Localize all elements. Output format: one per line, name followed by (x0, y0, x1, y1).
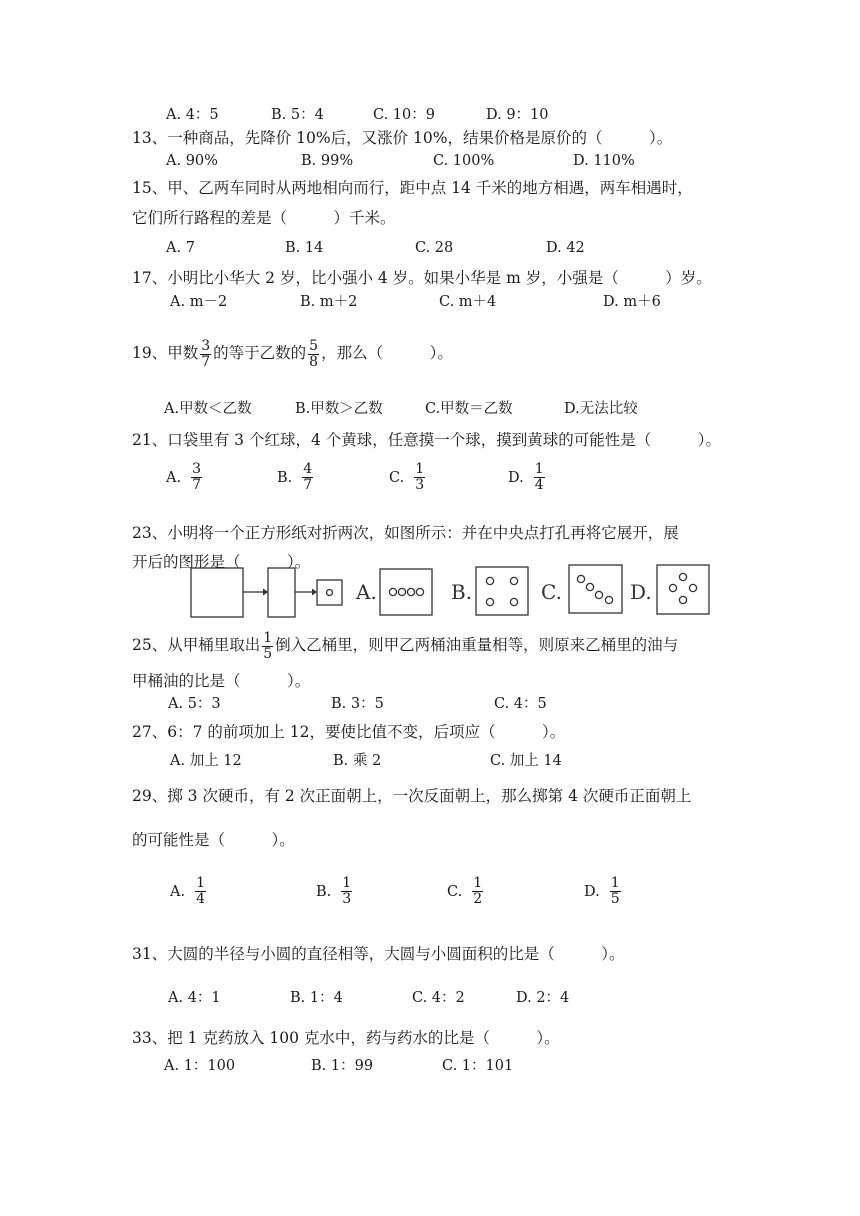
q33-option-c: C. 1：101 (442, 1058, 514, 1074)
q21-text: 21、口袋里有 3 个红球，4 个黄球，任意摸一个球，摸到黄球的可能性是（ ）。 (132, 431, 721, 449)
q21-c-num: 1 (415, 461, 425, 477)
q13-option-a: A. 90% (166, 153, 218, 169)
q29-option-a-label: A. (170, 883, 186, 900)
q15-option-d: D. 42 (546, 240, 585, 256)
q11-option-c: C. 10：9 (373, 107, 435, 123)
arrow-2-head (312, 589, 317, 596)
q29-c-num: 1 (473, 875, 483, 891)
q29-option-a-fraction (195, 876, 206, 907)
q23-fig-label-a: A. (356, 580, 377, 604)
q21-option-d-label: D. (508, 469, 524, 486)
q31-option-c: C. 4：2 (412, 990, 465, 1006)
q19-option-a: A.甲数＜乙数 (164, 401, 252, 417)
q33-text: 33、把 1 克药放入 100 克水中，药与药水的比是（ ）。 (132, 1029, 560, 1047)
q17-text: 17、小明比小华大 2 岁，比小强小 4 岁。如果小华是 m 岁，小强是（ ）岁。 (132, 269, 712, 287)
q15-option-b: B. 14 (285, 240, 324, 256)
q19-fraction-1-den: 7 (201, 353, 211, 370)
q29-option-c (447, 876, 485, 907)
q19-text (132, 336, 453, 370)
q21-a-den: 7 (192, 477, 202, 493)
q11-option-a: A. 4：5 (166, 107, 219, 123)
q13-option-c: C. 100% (433, 153, 495, 169)
q21-c-den: 3 (415, 477, 425, 493)
q21-option-a-fraction (191, 462, 202, 493)
q25-line1 (132, 628, 678, 662)
q19-pre: 19、甲数 (132, 344, 199, 362)
figure-square-unfolded (191, 568, 243, 617)
q21-option-d (508, 462, 547, 493)
q19-fraction-2-num: 5 (309, 337, 319, 354)
q19-fraction-2 (308, 339, 319, 370)
q29-option-d-fraction (610, 876, 621, 907)
q21-d-den: 4 (534, 477, 544, 493)
arrow-1-head (263, 589, 268, 596)
q19-option-b: B.甲数＞乙数 (295, 401, 383, 417)
q25-fraction-num: 1 (263, 629, 273, 646)
q31-option-d: D. 2：4 (516, 990, 570, 1006)
q23-fig-label-d: D. (630, 580, 652, 604)
q25-line2: 甲桶油的比是（ ）。 (132, 672, 311, 690)
figure-quarter-hole (327, 590, 333, 596)
q19-fraction-1-num: 3 (201, 337, 211, 354)
q29-a-den: 4 (196, 891, 206, 907)
q33-option-b: B. 1：99 (311, 1058, 374, 1074)
q29-b-den: 3 (342, 891, 352, 907)
q19-mid: 的等于乙数的 (213, 344, 307, 362)
q29-line1: 29、掷 3 次硬币，有 2 次正面朝上，一次反面朝上，那么掷第 4 次硬币正面朝上 (132, 787, 692, 805)
q23-line1: 23、小明将一个正方形纸对折两次，如图所示：并在中央点打孔再将它展开，展 (132, 524, 679, 542)
q29-d-num: 1 (610, 875, 620, 891)
q21-a-num: 3 (192, 461, 202, 477)
q15-line1: 15、甲、乙两车同时从两地相向而行，距中点 14 千米的地方相遇，两车相遇时， (132, 179, 693, 197)
q17-option-a: A. m－2 (170, 294, 228, 310)
q29-option-d (584, 876, 623, 907)
q15-line2: 它们所行路程的差是（ ）千米。 (132, 209, 396, 227)
q29-option-c-fraction (472, 876, 483, 907)
q23-fig-label-b: B. (451, 580, 473, 604)
option-c-square (569, 565, 622, 613)
q15-option-a: A. 7 (166, 240, 195, 256)
q21-option-c-label: C. (389, 469, 405, 486)
q21-d-num: 1 (534, 461, 544, 477)
q29-option-a (170, 876, 208, 907)
q19-fraction-1 (200, 339, 211, 370)
q21-option-b (277, 462, 315, 493)
option-b-square (476, 567, 528, 615)
q21-option-c (389, 462, 427, 493)
q27-option-b: B. 乘 2 (333, 753, 382, 769)
q25-post: 倒入乙桶里，则甲乙两桶油重量相等，则原来乙桶里的油与 (275, 636, 679, 654)
q23-folding-figure (186, 560, 716, 620)
q21-option-b-label: B. (277, 469, 293, 486)
q31-option-a: A. 4：1 (168, 990, 221, 1006)
q15-option-c: C. 28 (415, 240, 454, 256)
figure-quarter-fold (317, 580, 342, 605)
q21-option-c-fraction (414, 462, 425, 493)
q25-option-b: B. 3：5 (331, 696, 384, 712)
q29-c-den: 2 (473, 891, 483, 907)
q25-fraction (262, 631, 273, 662)
q25-pre: 25、从甲桶里取出 (132, 636, 261, 654)
q13-option-d: D. 110% (573, 153, 635, 169)
q29-option-b (316, 876, 354, 907)
q29-option-d-label: D. (584, 883, 600, 900)
q21-b-den: 7 (303, 477, 313, 493)
q21-option-d-fraction (534, 462, 545, 493)
q29-b-num: 1 (342, 875, 352, 891)
q21-option-a-label: A. (166, 469, 182, 486)
q31-option-b: B. 1：4 (290, 990, 343, 1006)
q13-option-b: B. 99% (301, 153, 354, 169)
q33-option-a: A. 1：100 (164, 1058, 236, 1074)
q19-fraction-2-den: 8 (309, 353, 319, 370)
q23-fig-label-c: C. (541, 580, 562, 604)
q17-option-b: B. m＋2 (300, 294, 358, 310)
q19-post: ，那么（ ）。 (321, 344, 453, 362)
q19-option-c: C.甲数＝乙数 (425, 401, 513, 417)
q27-text: 27、6：7 的前项加上 12，要使比值不变，后项应（ ）。 (132, 723, 566, 741)
q29-line2: 的可能性是（ ）。 (132, 831, 295, 849)
q11-option-d: D. 9：10 (486, 107, 549, 123)
q23-line2: 开后的图形是（ ）。 (132, 553, 311, 571)
q17-option-d: D. m＋6 (603, 294, 661, 310)
q21-option-b-fraction (302, 462, 313, 493)
q29-d-den: 5 (610, 891, 620, 907)
q25-fraction-den: 5 (263, 645, 273, 662)
q31-text: 31、大圆的半径与小圆的直径相等，大圆与小圆面积的比是（ ）。 (132, 945, 625, 963)
q29-option-c-label: C. (447, 883, 463, 900)
q21-b-num: 4 (303, 461, 313, 477)
q25-option-a: A. 5：3 (168, 696, 221, 712)
q27-option-a: A. 加上 12 (170, 753, 242, 769)
q21-option-a (166, 462, 204, 493)
option-d-square (657, 565, 709, 614)
q13-text: 13、一种商品，先降价 10%后，又涨价 10%，结果价格是原价的（ ）。 (132, 129, 673, 147)
q25-option-c: C. 4：5 (494, 696, 547, 712)
q17-option-c: C. m＋4 (439, 294, 497, 310)
q19-option-d: D.无法比较 (564, 401, 638, 417)
q11-option-b: B. 5：4 (271, 107, 324, 123)
figure-half-fold (268, 568, 295, 617)
q29-option-b-label: B. (316, 883, 332, 900)
q27-option-c: C. 加上 14 (490, 753, 562, 769)
q29-option-b-fraction (341, 876, 352, 907)
q29-a-num: 1 (196, 875, 206, 891)
